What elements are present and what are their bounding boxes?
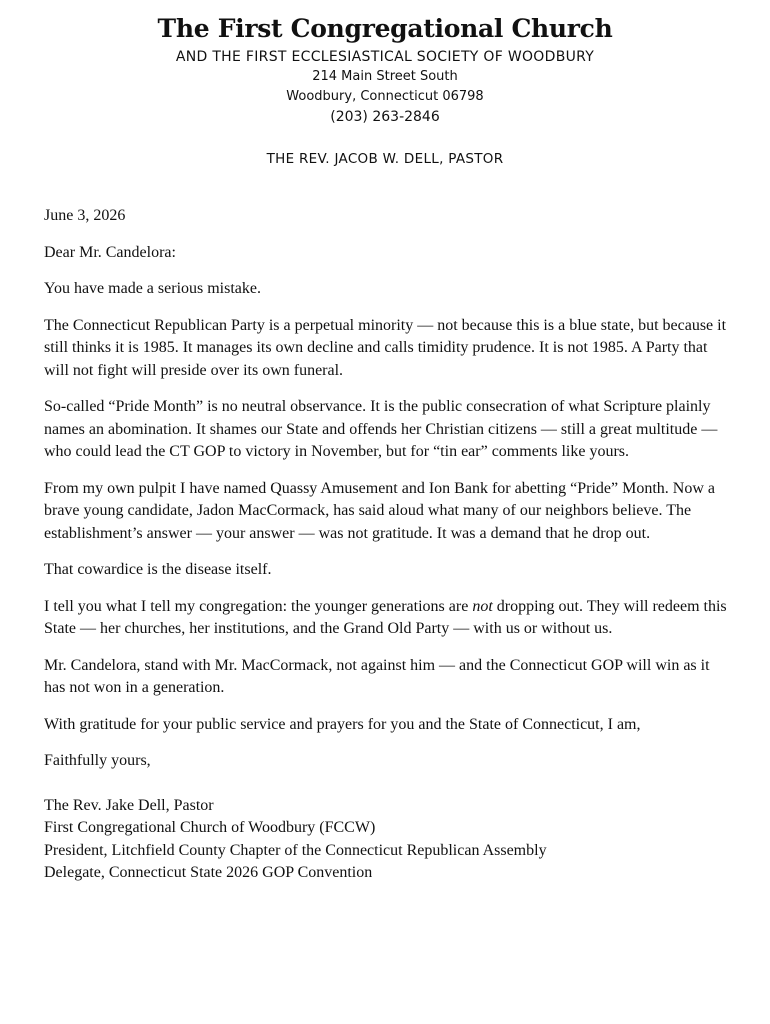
closing: Faithfully yours,	[44, 752, 151, 769]
paragraph-7: Mr. Candelora, stand with Mr. MacCormack, not against him — and the Connecticut GOP will win as it has not won in a generation.	[44, 656, 710, 696]
society-name: AND THE FIRST ECCLESIASTICAL SOCIETY OF WOODBURY	[175, 49, 595, 65]
paragraph-6-emphasis: not	[472, 597, 493, 615]
salutation: Dear Mr. Candelora:	[44, 243, 176, 261]
paragraph-6	[44, 596, 734, 641]
letter-body	[44, 205, 734, 885]
signature-line-3: President, Litchfield County Chapter of the Connecticut Republican Assembly	[44, 841, 547, 859]
paragraph-5: That cowardice is the disease itself.	[44, 561, 272, 578]
letter-date: June 3, 2026	[44, 207, 126, 224]
paragraph-2: The Connecticut Republican Party is a perpetual minority — not because this is a blue state, but because it still thinks it is 1985. It manages its own decline and calls timidity prudence. It is not 1985. A Party that will not fight will preside over its own funeral.	[44, 316, 727, 379]
paragraph-6-start: I tell you what I tell my congregation: the younger generations are	[44, 597, 473, 615]
signature-block	[44, 795, 734, 885]
city-address: Woodbury, Connecticut 06798	[286, 89, 484, 104]
paragraph-1: You have made a serious mistake.	[44, 280, 261, 297]
signature-line-4: Delegate, Connecticut State 2026 GOP Convention	[44, 864, 373, 881]
paragraph-4: From my own pulpit I have named Quassy Amusement and Ion Bank for abetting “Pride” Month. Now a brave young candidate, Jadon MacCormack, has said aloud what many of our neighbors believe. The establishment’s answer — your answer — was not gratitude. It was a demand that he drop out.	[44, 479, 715, 542]
signature-name: The Rev. Jake Dell, Pastor	[44, 796, 214, 814]
phone-number: (203) 263-2846	[330, 109, 440, 125]
paragraph-6-end: dropping out. They will redeem this State — her churches, her institutions, and the Grand Old Party — with us or without us.	[44, 597, 727, 637]
pastor-name: THE REV. JACOB W. DELL, PASTOR	[266, 151, 504, 167]
signature-line-2: First Congregational Church of Woodbury (FCCW)	[44, 819, 376, 836]
paragraph-3: So-called “Pride Month” is no neutral observance. It is the public consecration of what Scripture plainly names an abomination. It shames our State and offends her Christian citizens — still a great multitude — who could lead the CT GOP to victory in November, but for “tin ear” comments like yours.	[44, 398, 718, 460]
letterhead	[0, 14, 770, 169]
street-address: 214 Main Street South	[312, 69, 458, 84]
church-name: The First Congregational Church	[157, 14, 613, 43]
paragraph-8: With gratitude for your public service and prayers for you and the State of Connecticut, I am,	[44, 715, 641, 733]
